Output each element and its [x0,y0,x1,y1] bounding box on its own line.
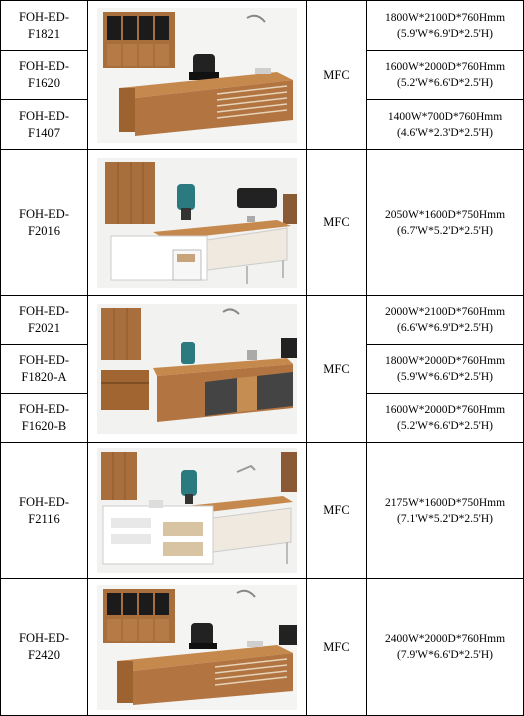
spec-metric: 1800W*2100D*760Hmm [384,11,506,24]
product-code: FOH-ED-F1820-A [19,353,69,384]
spec-imperial: (6.6'W*6.9'D*2.5'H) [397,322,493,334]
material-label: MFC [323,215,350,229]
spec-imperial: (5.9'W*6.6'D*2.5'H) [397,371,493,383]
product-image-cell [87,295,307,443]
executive-desk-image [97,304,297,434]
product-image-cell [87,578,307,716]
product-code-cell [0,344,88,394]
product-code: FOH-ED-F1821 [19,9,69,41]
spec-imperial: (5.9'W*6.9'D*2.5'H) [397,27,493,40]
product-code-cell [0,442,88,579]
spec-cell [366,442,524,579]
material-cell [306,442,367,579]
spec-cell [366,295,524,345]
material-label: MFC [323,639,350,654]
spec-cell [366,0,524,51]
spec-imperial: (7.9'W*6.6'D*2.5'H) [397,649,493,661]
spec-imperial: (4.6'W*2.3'D*2.5'H) [397,126,493,139]
product-code: FOH-ED-F1620-B [19,402,69,433]
spec-cell [366,149,524,296]
material-label: MFC [323,361,350,376]
product-code-cell [0,578,88,716]
material-cell [306,0,367,150]
spec-imperial: (7.1'W*5.2'D*2.5'H) [397,512,493,525]
spec-cell [366,50,524,100]
product-code: FOH-ED-F1407 [19,108,69,140]
product-code: FOH-ED-F2021 [19,304,69,335]
product-code-cell [0,393,88,443]
material-cell [306,149,367,296]
product-image-cell [87,149,307,296]
product-image-cell [87,0,307,150]
executive-desk-image [97,585,297,710]
product-code: FOH-ED-F2420 [19,631,69,662]
product-code: FOH-ED-F1620 [19,59,69,90]
spec-imperial: (5.2'W*6.6'D*2.5'H) [397,77,493,89]
product-code: FOH-ED-F2016 [19,206,69,238]
product-code-cell [0,295,88,345]
spec-metric: 2175W*1600D*750Hmm [384,496,506,509]
spec-cell [366,393,524,443]
spec-cell [366,99,524,150]
product-code: FOH-ED-F2116 [19,494,69,526]
spec-metric: 2400W*2000D*760Hmm [384,633,506,645]
spec-cell [366,578,524,716]
product-code-cell [0,149,88,296]
spec-imperial: (5.2'W*6.6'D*2.5'H) [397,420,493,432]
material-cell [306,295,367,443]
spec-metric: 2000W*2100D*760Hmm [384,306,506,318]
executive-desk-image [97,8,297,143]
product-code-cell [0,99,88,150]
executive-desk-image [97,158,297,288]
executive-desk-image [97,448,297,573]
product-code-cell [0,0,88,51]
product-code-cell [0,50,88,100]
spec-cell [366,344,524,394]
material-label: MFC [323,503,350,517]
spec-metric: 1600W*2000D*760Hmm [384,61,506,73]
spec-imperial: (6.7'W*5.2'D*2.5'H) [397,224,493,237]
spec-metric: 1800W*2000D*760Hmm [384,355,506,367]
spec-metric: 2050W*1600D*750Hmm [384,208,506,221]
spec-metric: 1400W*700D*760Hmm [387,110,503,123]
spec-metric: 1600W*2000D*760Hmm [384,404,506,416]
product-image-cell [87,442,307,579]
material-cell [306,578,367,716]
material-label: MFC [323,67,350,82]
